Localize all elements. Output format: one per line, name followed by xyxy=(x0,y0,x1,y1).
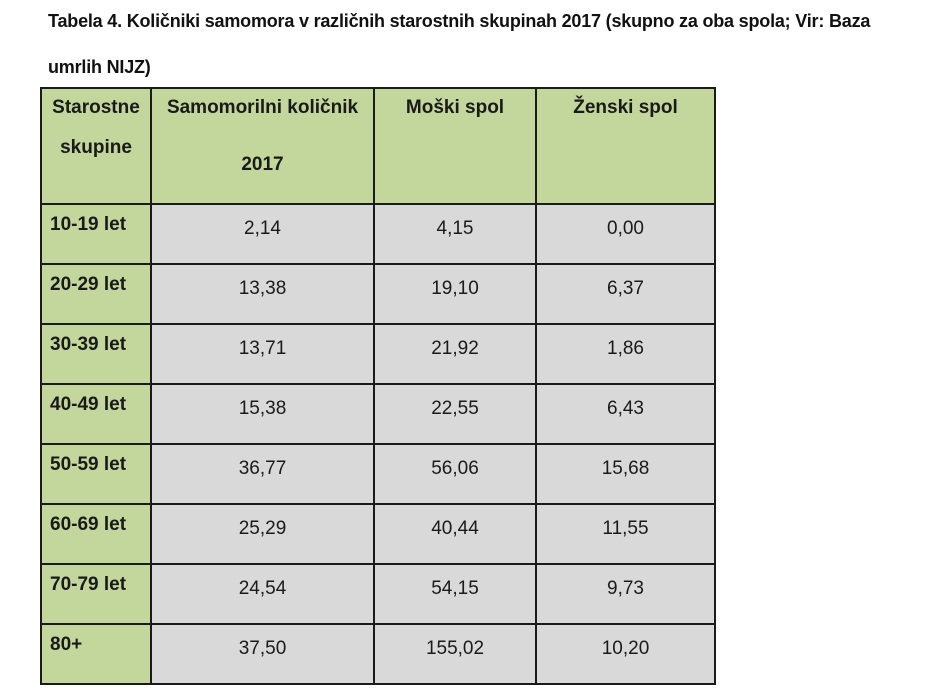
value-cell-zenski: 9,73 xyxy=(536,564,715,624)
value-cell-moski: 4,15 xyxy=(374,204,536,264)
table-row xyxy=(41,504,715,564)
value-cell-zenski: 6,43 xyxy=(536,384,715,444)
table-row xyxy=(41,264,715,324)
column-header-samomorilni-kolicnik xyxy=(151,88,374,204)
suicide-rates-table xyxy=(40,87,716,685)
value-cell-kolicnik: 37,50 xyxy=(151,624,374,684)
header-row xyxy=(41,88,715,204)
value-cell-moski: 155,02 xyxy=(374,624,536,684)
header-line: Ženski spol xyxy=(573,97,678,118)
age-group-cell: 60-69 let xyxy=(41,504,151,564)
age-group-cell: 30-39 let xyxy=(41,324,151,384)
value-cell-kolicnik: 2,14 xyxy=(151,204,374,264)
value-cell-moski: 56,06 xyxy=(374,444,536,504)
value-cell-kolicnik: 13,71 xyxy=(151,324,374,384)
age-group-cell: 40-49 let xyxy=(41,384,151,444)
column-header-starostne-skupine xyxy=(41,88,151,204)
column-header-zenski-spol xyxy=(536,88,715,204)
value-cell-zenski: 1,86 xyxy=(536,324,715,384)
header-line: Starostne xyxy=(52,97,140,118)
column-header-moski-spol xyxy=(374,88,536,204)
table-body xyxy=(41,204,715,684)
value-cell-moski: 54,15 xyxy=(374,564,536,624)
age-group-cell: 20-29 let xyxy=(41,264,151,324)
value-cell-kolicnik: 36,77 xyxy=(151,444,374,504)
value-cell-kolicnik: 25,29 xyxy=(151,504,374,564)
age-group-cell: 70-79 let xyxy=(41,564,151,624)
age-group-cell: 50-59 let xyxy=(41,444,151,504)
table-row xyxy=(41,204,715,264)
header-line: Samomorilni količnik xyxy=(166,97,359,118)
age-group-cell: 10-19 let xyxy=(41,204,151,264)
value-cell-moski: 21,92 xyxy=(374,324,536,384)
value-cell-moski: 22,55 xyxy=(374,384,536,444)
table-row xyxy=(41,324,715,384)
table-row xyxy=(41,384,715,444)
value-cell-moski: 19,10 xyxy=(374,264,536,324)
age-group-cell: 80+ xyxy=(41,624,151,684)
table-row xyxy=(41,624,715,684)
table-row xyxy=(41,444,715,504)
value-cell-kolicnik: 24,54 xyxy=(151,564,374,624)
value-cell-zenski: 0,00 xyxy=(536,204,715,264)
header-line: Moški spol xyxy=(405,97,505,118)
value-cell-zenski: 11,55 xyxy=(536,504,715,564)
table-header xyxy=(41,88,715,204)
header-line: skupine xyxy=(60,137,132,158)
value-cell-zenski: 6,37 xyxy=(536,264,715,324)
value-cell-kolicnik: 15,38 xyxy=(151,384,374,444)
value-cell-moski: 40,44 xyxy=(374,504,536,564)
value-cell-zenski: 15,68 xyxy=(536,444,715,504)
title-line-2: umrlih NIJZ) xyxy=(48,57,151,77)
title-line-1: Tabela 4. Količniki samomora v različnih starostnih skupinah 2017 (skupno za oba spola; Vir: Baza xyxy=(48,11,871,31)
page-title xyxy=(48,9,928,80)
value-cell-kolicnik: 13,38 xyxy=(151,264,374,324)
table-row xyxy=(41,564,715,624)
value-cell-zenski: 10,20 xyxy=(536,624,715,684)
header-line: 2017 xyxy=(241,154,284,175)
